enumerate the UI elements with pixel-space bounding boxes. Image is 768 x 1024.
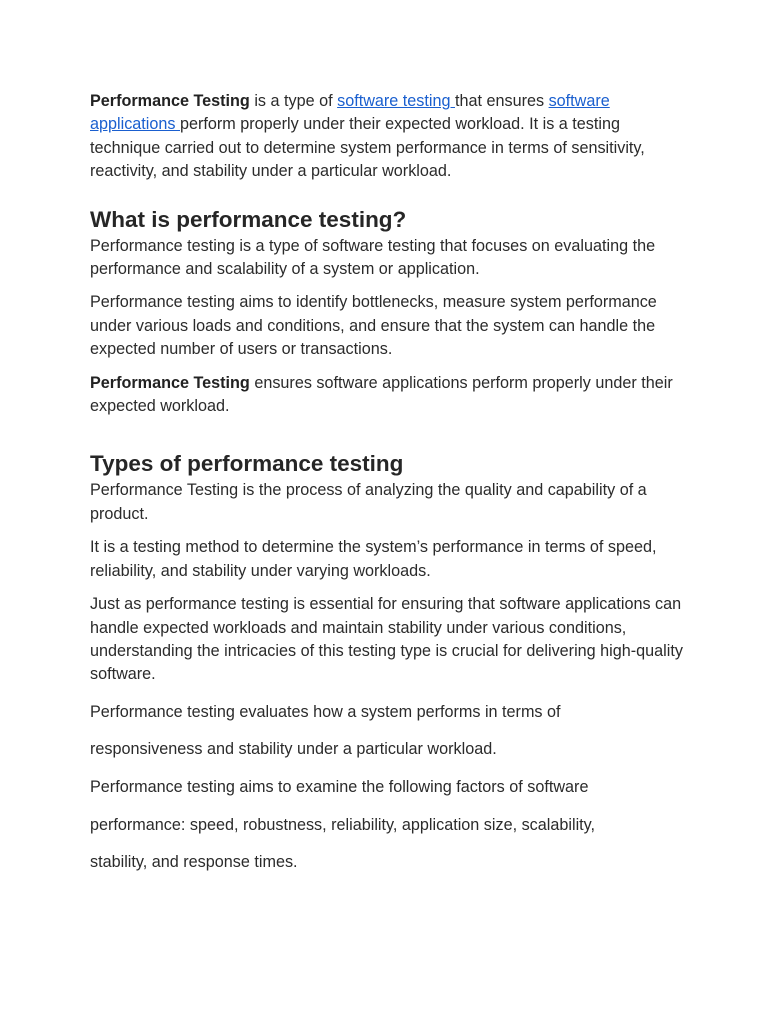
intro-text-2: that ensures <box>454 92 549 110</box>
what-is-paragraph-3-text: ensures software applications perform properly under their expected workload. <box>90 373 673 416</box>
types-paragraph-5-line-1: Performance testing aims to examine the following factors of software <box>90 777 589 796</box>
types-paragraph-1: Performance Testing is the process of analyzing the quality and capability of a product. <box>90 481 647 523</box>
types-paragraph-4-line-2: responsiveness and stability under a particular workload. <box>90 740 497 759</box>
types-paragraph-5-line-2: performance: speed, robustness, reliability, application size, scalability, <box>90 815 596 834</box>
intro-text-3: perform properly under their expected workload. It is a testing technique carried out to determine system performance in terms of sensitivity, reactivity, and stability under a particular workload. <box>90 115 645 181</box>
software-applications-link[interactable]: software applications <box>90 92 610 134</box>
intro-term: Performance Testing <box>90 92 250 110</box>
what-is-paragraph-3 <box>90 372 690 419</box>
types-heading: Types of performance testing <box>90 451 404 477</box>
what-is-term: Performance Testing <box>90 373 250 392</box>
document-page <box>90 90 690 882</box>
software-testing-link[interactable]: software testing <box>337 92 455 110</box>
what-is-paragraph-1: Performance testing is a type of software testing that focuses on evaluating the performance and scalability of a system or application. <box>90 236 656 279</box>
intro-paragraph <box>90 90 690 184</box>
what-is-heading: What is performance testing? <box>90 206 407 232</box>
types-paragraph-2: It is a testing method to determine the system’s performance in terms of speed, reliability, and stability under varying workloads. <box>90 538 657 580</box>
types-paragraph-4-line-1: Performance testing evaluates how a system performs in terms of <box>90 702 561 721</box>
types-paragraph-3: Just as performance testing is essential for ensuring that software applications can handle expected workloads and maintain stability under various conditions, understanding the intricacies of this testing type is crucial for delivering high-quality software. <box>90 595 683 684</box>
intro-text-1: is a type of <box>249 92 338 110</box>
types-paragraph-5-line-3: stability, and response times. <box>90 853 298 872</box>
what-is-paragraph-2: Performance testing aims to identify bottlenecks, measure system performance under various loads and conditions, and ensure that the system can handle the expected number of users or transactions. <box>90 293 657 359</box>
